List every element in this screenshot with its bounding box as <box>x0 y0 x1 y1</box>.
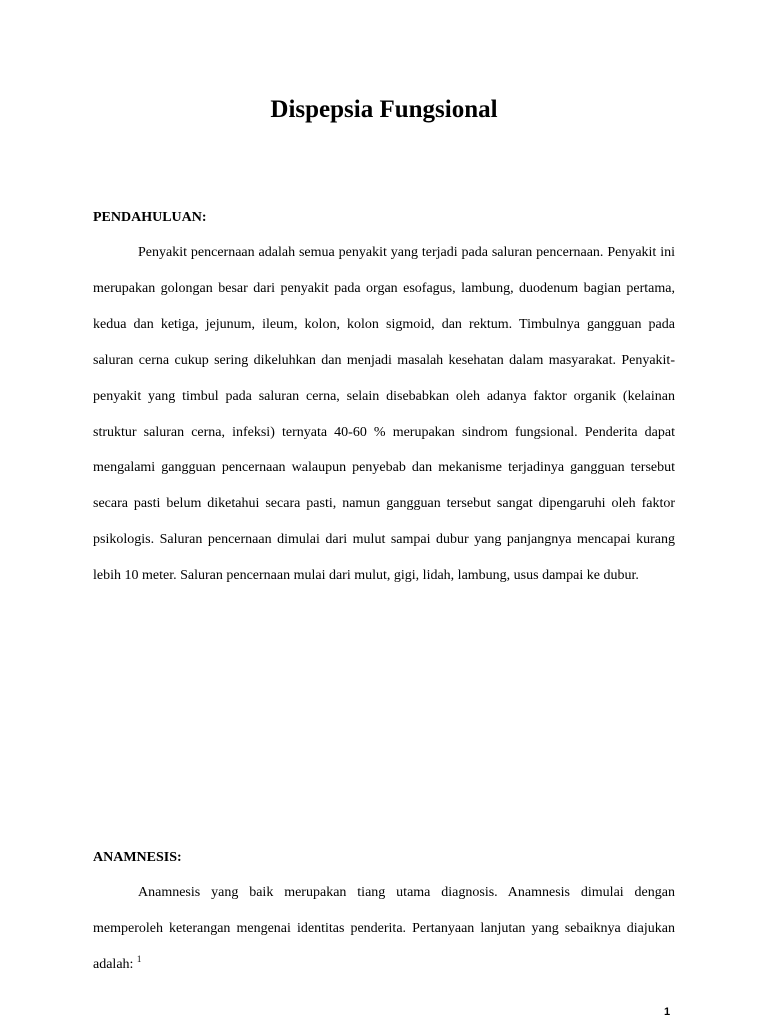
footnote-reference[interactable]: 1 <box>136 953 142 964</box>
document-title: Dispepsia Fungsional <box>270 96 498 123</box>
page-number: 1 <box>664 1006 671 1018</box>
section-paragraph-pendahuluan: Penyakit pencernaan adalah semua penyakit yang terjadi pada saluran pencernaan. Penyakit ini merupakan golongan besar dari penyakit pada organ esofagus, lambung, duodenum bagian pertama, kedua dan ketiga, jejunum, ileum, kolon, kolon sigmoid, dan rektum. Timbulnya gangguan pada saluran cerna cukup sering dikeluhkan dan menjadi masalah kesehatan dalam masyarakat. Penyakit-penyakit yang timbul pada saluran cerna, selain disebabkan oleh adanya faktor organik (kelainan struktur saluran cerna, infeksi) ternyata 40-60 % merupakan sindrom fungsional. Penderita dapat mengalami gangguan pencernaan walaupun penyebab dan mekanisme terjadinya gangguan tersebut secara pasti belum diketahui secara pasti, namun gangguan tersebut sangat dipengaruhi oleh faktor psikologis. Saluran pencernaan dimulai dari mulut sampai dubur yang panjangnya mencapai kurang lebih 10 meter. Saluran pencernaan mulai dari mulut, gigi, lidah, lambung, usus dampai ke dubur. <box>93 245 675 584</box>
section-heading-anamnesis: ANAMNESIS: <box>93 850 182 865</box>
section-heading-pendahuluan: PENDAHULUAN: <box>93 210 207 225</box>
section-paragraph-anamnesis <box>93 875 675 983</box>
anamnesis-paragraph-text: Anamnesis yang baik merupakan tiang utama diagnosis. Anamnesis dimulai dengan memperoleh keterangan mengenai identitas penderita. Pertanyaan lanjutan yang sebaiknya diajukan adalah: <box>93 885 675 972</box>
